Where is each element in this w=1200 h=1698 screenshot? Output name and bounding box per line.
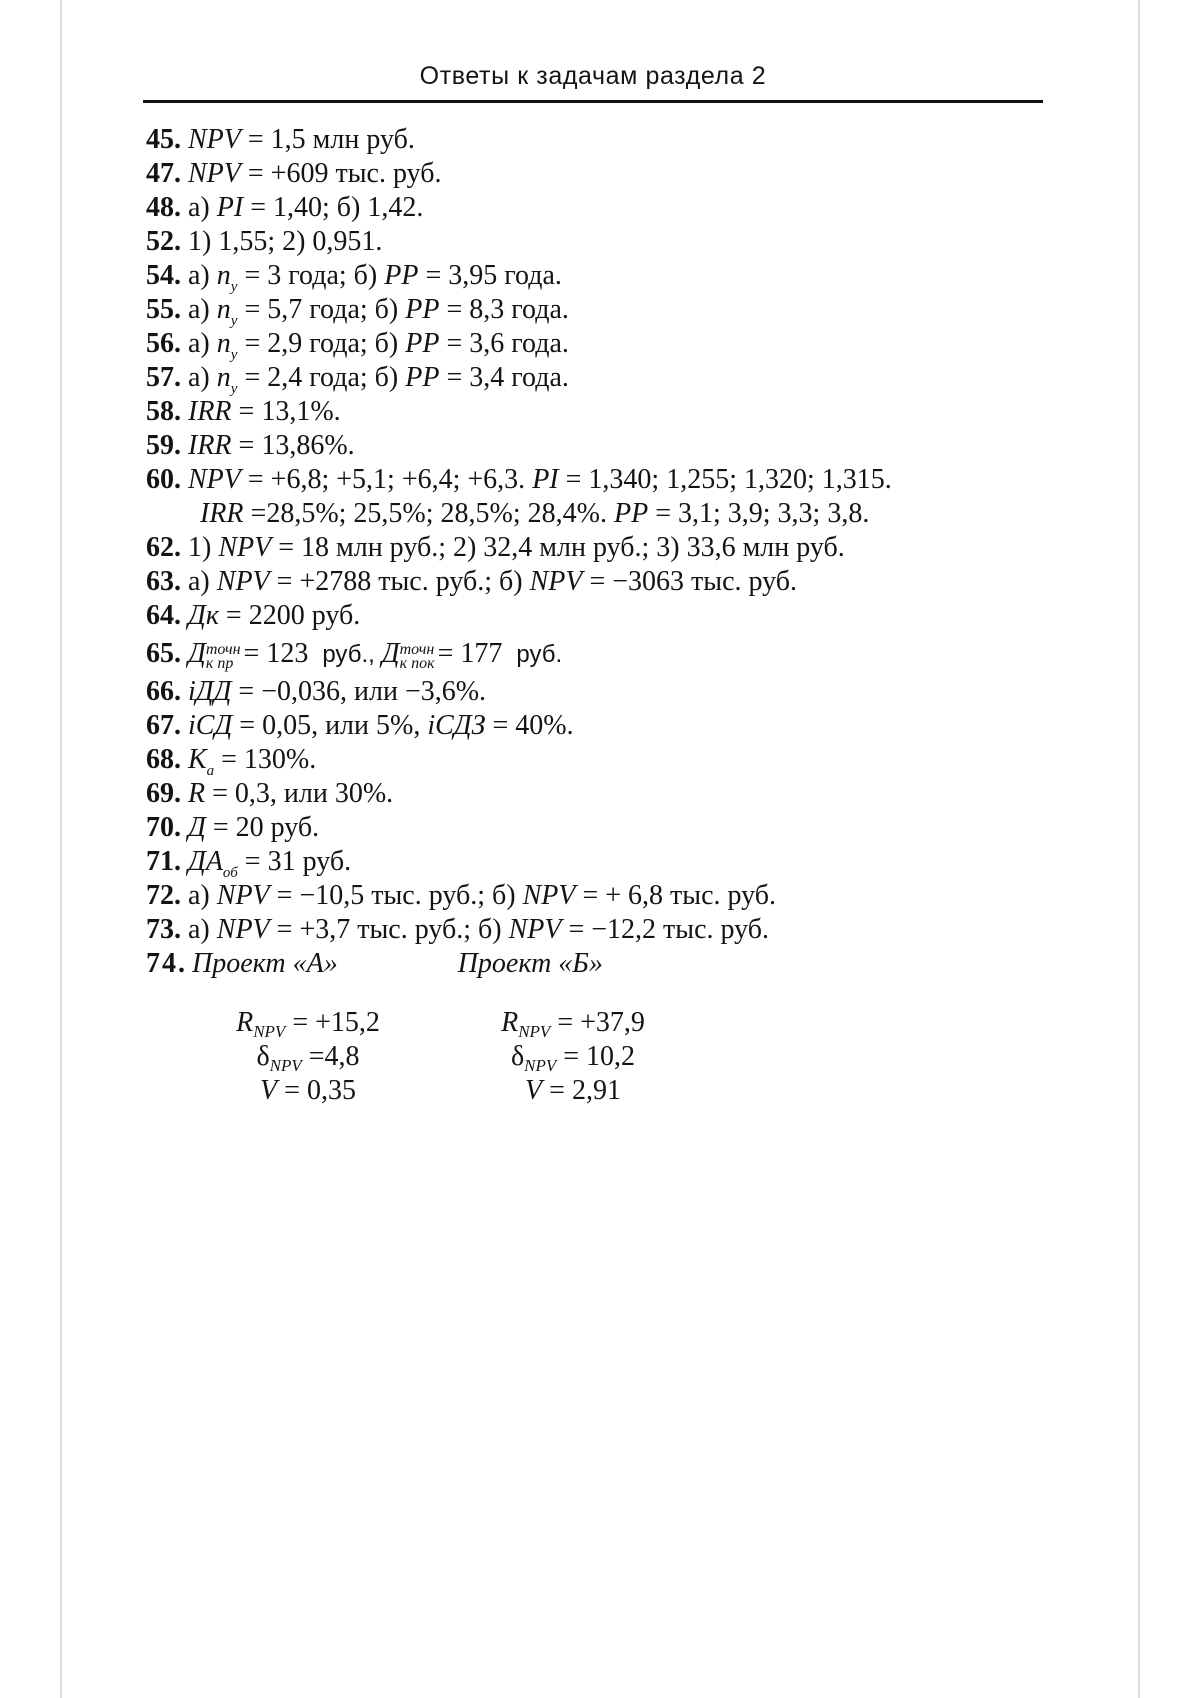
answer-item: 55. а) $n_у = 5,7$ года; б) PP = 8,3 года.	[146, 294, 569, 329]
answer-item: 59. IRR = 13,86%.	[146, 430, 355, 461]
project-a-delta-npv: 4,8	[324, 1041, 360, 1072]
answer-number: 48	[146, 192, 174, 223]
answer-item: 62. 1) NPV = 18 млн руб.; 2) 32,4 млн руб.; 3) 33,6 млн руб.	[146, 532, 845, 563]
answer-number: 55	[146, 294, 174, 325]
answer-item: 47. NPV = +609 тыс. руб.	[146, 158, 442, 189]
answer-item: 70. Д = 20 руб.	[146, 812, 320, 843]
answer-number: 64	[146, 600, 174, 631]
answer-number: 58	[146, 396, 174, 427]
page-left-edge	[60, 0, 62, 1698]
answer-number: 63	[146, 566, 174, 597]
answer-number: 69	[146, 778, 174, 809]
answer-item: 45. NPV = 1,5 млн руб.	[146, 124, 415, 155]
answer-number: 57	[146, 362, 174, 393]
project-b-delta-npv: 10,2	[586, 1041, 636, 1072]
answer-item: 68. $К_а = 130\%$.	[146, 744, 317, 779]
answer-item: 64. Дк = 2200 руб.	[146, 600, 361, 631]
answer-item: 58. IRR = 13,1%.	[146, 396, 341, 427]
answer-item: 54. а) $n_у = 3$ года; б) PP = 3,95 года.	[146, 260, 562, 295]
answer-number: 73	[146, 914, 174, 945]
project-a-r-npv: +15,2	[315, 1007, 380, 1038]
answer-item: 56. а) $n_у = 2,9$ года; б) PP = 3,6 года.	[146, 328, 569, 363]
answer-number: 56	[146, 328, 174, 359]
answer-number: 45	[146, 124, 174, 155]
answer-item: 52. 1) 1,55; 2) 0,951.	[146, 226, 383, 257]
answer-item: 65. Д точн к пр = 123 руб., Д точн к пок = 177 руб.	[146, 638, 563, 672]
answer-number: 65	[146, 638, 174, 669]
answer-number: 59	[146, 430, 174, 461]
page-header: Ответы к задачам раздела 2	[419, 62, 767, 90]
answer-number: 70	[146, 812, 174, 843]
answer-continuation: IRR =28,5%; 25,5%; 28,5%; 28,4%. PP = 3,1; 3,9; 3,3; 3,8.	[200, 498, 870, 529]
answer-number: 54	[146, 260, 174, 291]
header-rule	[143, 100, 1043, 103]
answer-number: 67	[146, 710, 174, 741]
answer-number: 74	[146, 948, 178, 979]
project-b-stats: $R_{NPV} = +37,9$ $\delta_{NPV} = 10,2$ V = 2,91	[501, 1007, 645, 1106]
answer-number: 62	[146, 532, 174, 563]
page-right-edge	[1138, 0, 1140, 1698]
project-b-r-npv: +37,9	[580, 1007, 645, 1038]
answer-item: 69. R = 0,3, или 30%.	[146, 778, 394, 809]
project-b-v: 2,91	[571, 1075, 621, 1106]
answer-number: 71	[146, 846, 174, 877]
project-a-stats: $R_{NPV} = +15,2$ $\delta_{NPV} =4,8$ V = 0,35	[236, 1007, 380, 1106]
answer-item: 57. а) $n_у = 2,4$ года; б) PP = 3,4 года.	[146, 362, 569, 397]
answer-item: 74. Проект «А» Проект «Б»	[146, 948, 603, 979]
answer-item: 63. а) NPV = +2788 тыс. руб.; б) NPV = −3063 тыс. руб.	[146, 566, 798, 597]
answer-item: 71. $ДА_{об} = 31$ руб.	[146, 846, 352, 881]
answer-number: 68	[146, 744, 174, 775]
answer-item: 66. iДД = −0,036, или −3,6%.	[146, 676, 487, 707]
project-b-title: Проект «Б»	[457, 948, 603, 979]
answer-number: 47	[146, 158, 174, 189]
answer-item: 72. а) NPV = −10,5 тыс. руб.; б) NPV = + 6,8 тыс. руб.	[146, 880, 777, 911]
answer-item: 73. а) NPV = +3,7 тыс. руб.; б) NPV = −12,2 тыс. руб.	[146, 914, 770, 945]
answer-number: 66	[146, 676, 174, 707]
answer-item: 67. iСД = 0,05, или 5%, iСДЗ = 40%.	[146, 710, 574, 741]
project-a-v: 0,35	[306, 1075, 356, 1106]
answer-number: 60	[146, 464, 174, 495]
answer-item: 48. а) PI = 1,40; б) 1,42.	[146, 192, 424, 223]
answer-number: 72	[146, 880, 174, 911]
answer-item: 60. NPV = +6,8; +5,1; +6,4; +6,3. PI = 1,340; 1,255; 1,320; 1,315.	[146, 464, 892, 495]
answer-number: 52	[146, 226, 174, 257]
answers-list	[146, 123, 1046, 981]
project-a-title: Проект «А»	[192, 948, 338, 979]
